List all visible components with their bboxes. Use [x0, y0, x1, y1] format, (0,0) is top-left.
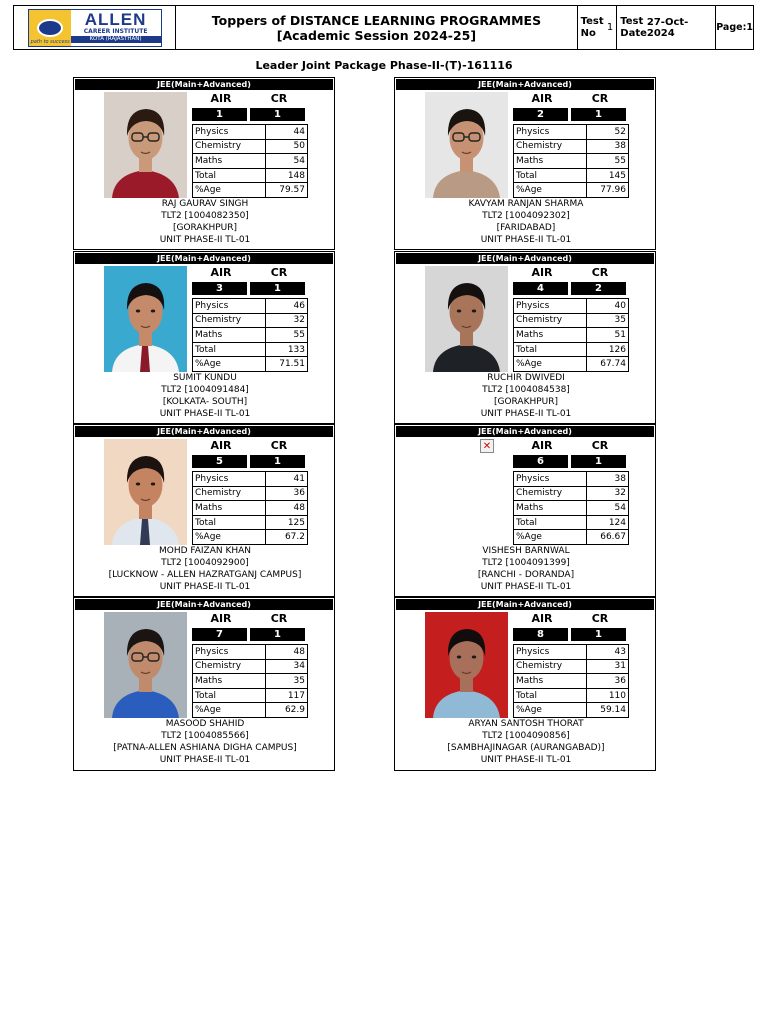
- physics-score: 48: [266, 645, 308, 660]
- exam-label: JEE(Main+Advanced): [396, 253, 654, 264]
- student-city: [PATNA-ALLEN ASHIANA DIGHA CAMPUS]: [113, 743, 297, 753]
- rank-block: [513, 92, 629, 121]
- student-info: [74, 545, 336, 593]
- cr-label: CR: [591, 612, 609, 625]
- student-roll: TLT2 [1004090856]: [482, 731, 570, 741]
- student-unit: UNIT PHASE-II TL-01: [159, 235, 251, 245]
- rank-block: [192, 266, 308, 295]
- percentage-score: 66.67: [587, 530, 629, 545]
- score-row-chemistry: Chemistry 36: [193, 486, 308, 501]
- rank-block: [513, 439, 629, 468]
- score-row-chemistry: Chemistry 32: [193, 313, 308, 328]
- physics-score: 41: [266, 472, 308, 487]
- air-label: AIR: [531, 266, 553, 279]
- cr-value: 1: [250, 455, 305, 468]
- missing-photo-icon: ✕: [480, 439, 494, 453]
- student-name: SUMIT KUNDU: [173, 373, 237, 383]
- cr-value: 1: [571, 108, 626, 121]
- cr-value: 1: [250, 108, 305, 121]
- score-row-percentage: %Age 59.14: [514, 703, 629, 718]
- score-row-maths: Maths 35: [193, 674, 308, 689]
- score-row-maths: Maths 48: [193, 501, 308, 516]
- student-name: RUCHIR DWIVEDI: [487, 373, 565, 383]
- air-value: 1: [192, 108, 247, 121]
- student-name: VISHESH BARNWAL: [482, 546, 570, 556]
- cr-label: CR: [591, 439, 609, 452]
- maths-score: 48: [266, 501, 308, 516]
- percentage-score: 62.9: [266, 703, 308, 718]
- air-value: 2: [513, 108, 568, 121]
- rank-block: [513, 266, 629, 295]
- air-label: AIR: [210, 439, 232, 452]
- cr-label: CR: [270, 92, 288, 105]
- score-row-physics: Physics 40: [514, 299, 629, 314]
- student-unit: UNIT PHASE-II TL-01: [480, 755, 572, 765]
- score-table: [513, 644, 629, 718]
- student-city: [FARIDABAD]: [496, 223, 556, 233]
- student-photo: [104, 439, 187, 545]
- student-roll: TLT2 [1004084538]: [482, 385, 570, 395]
- cr-label: CR: [591, 92, 609, 105]
- maths-score: 55: [266, 328, 308, 343]
- student-city: [GORAKHPUR]: [493, 397, 559, 407]
- score-table: [192, 298, 308, 372]
- student-info: [395, 718, 657, 766]
- total-score: 126: [587, 342, 629, 357]
- score-row-percentage: %Age 67.74: [514, 357, 629, 372]
- student-info: [74, 198, 336, 246]
- student-photo: [104, 266, 187, 372]
- exam-label: JEE(Main+Advanced): [75, 79, 333, 90]
- total-score: 110: [587, 688, 629, 703]
- topper-card: [394, 251, 656, 424]
- report-title: [176, 6, 577, 49]
- student-photo: [425, 612, 508, 718]
- air-value: 5: [192, 455, 247, 468]
- physics-score: 43: [587, 645, 629, 660]
- score-row-physics: Physics 52: [514, 125, 629, 140]
- logo-emblem-icon: path to success: [29, 10, 71, 46]
- exam-label: JEE(Main+Advanced): [396, 426, 654, 437]
- air-value: 3: [192, 282, 247, 295]
- title-line-1: Toppers of DISTANCE LEARNING PROGRAMMES: [211, 12, 542, 28]
- test-date-cell: Test Date 27-Oct-2024: [617, 6, 716, 49]
- student-roll: TLT2 [1004091484]: [161, 385, 249, 395]
- student-name: KAVYAM RANJAN SHARMA: [468, 199, 584, 209]
- score-row-physics: Physics 44: [193, 125, 308, 140]
- student-photo: [104, 92, 187, 198]
- score-row-percentage: %Age 71.51: [193, 357, 308, 372]
- maths-score: 54: [587, 501, 629, 516]
- cr-value: 1: [250, 282, 305, 295]
- score-row-chemistry: Chemistry 34: [193, 659, 308, 674]
- score-row-maths: Maths 54: [193, 154, 308, 169]
- cr-label: CR: [270, 439, 288, 452]
- allen-logo: path to success ALLEN CAREER INSTITUTE KOTA (RAJASTHAN): [28, 9, 162, 47]
- test-date-value: 27-Oct-2024: [646, 16, 689, 39]
- student-roll: TLT2 [1004092302]: [482, 211, 570, 221]
- topper-card: [73, 424, 335, 597]
- topper-card: [73, 597, 335, 771]
- score-row-total: Total 117: [193, 688, 308, 703]
- score-table: [513, 471, 629, 545]
- student-info: [74, 718, 336, 766]
- topper-card: [394, 77, 656, 250]
- maths-score: 55: [587, 154, 629, 169]
- score-row-physics: Physics 46: [193, 299, 308, 314]
- score-row-total: Total 124: [514, 515, 629, 530]
- air-value: 6: [513, 455, 568, 468]
- test-no-cell: Test No 1: [578, 6, 618, 49]
- cr-value: 1: [250, 628, 305, 641]
- air-label: AIR: [210, 266, 232, 279]
- total-score: 117: [266, 688, 308, 703]
- chemistry-score: 31: [587, 659, 629, 674]
- exam-label: JEE(Main+Advanced): [75, 426, 333, 437]
- score-row-maths: Maths 55: [193, 328, 308, 343]
- score-row-chemistry: Chemistry 35: [514, 313, 629, 328]
- air-label: AIR: [531, 612, 553, 625]
- student-city: [SAMBHAJINAGAR (AURANGABAD)]: [447, 743, 605, 753]
- cr-label: CR: [591, 266, 609, 279]
- physics-score: 38: [587, 472, 629, 487]
- student-city: [GORAKHPUR]: [172, 223, 238, 233]
- chemistry-score: 34: [266, 659, 308, 674]
- student-info: [395, 545, 657, 593]
- physics-score: 44: [266, 125, 308, 140]
- student-photo: [425, 92, 508, 198]
- air-value: 4: [513, 282, 568, 295]
- logo-cell: [14, 6, 176, 49]
- rank-block: [192, 439, 308, 468]
- score-row-total: Total 148: [193, 168, 308, 183]
- percentage-score: 59.14: [587, 703, 629, 718]
- total-score: 133: [266, 342, 308, 357]
- student-name: MOHD FAIZAN KHAN: [158, 546, 252, 556]
- report-header: [13, 5, 754, 50]
- air-label: AIR: [210, 92, 232, 105]
- air-label: AIR: [531, 92, 553, 105]
- student-city: [RANCHI - DORANDA]: [477, 570, 575, 580]
- score-row-maths: Maths 55: [514, 154, 629, 169]
- test-no-value: 1: [606, 22, 614, 33]
- cr-value: 1: [571, 628, 626, 641]
- rank-block: [513, 612, 629, 641]
- student-name: MASOOD SHAHID: [165, 719, 245, 729]
- chemistry-score: 50: [266, 139, 308, 154]
- cr-value: 2: [571, 282, 626, 295]
- student-info: [395, 198, 657, 246]
- total-score: 124: [587, 515, 629, 530]
- student-unit: UNIT PHASE-II TL-01: [159, 755, 251, 765]
- percentage-score: 67.74: [587, 357, 629, 372]
- student-roll: TLT2 [1004091399]: [482, 558, 570, 568]
- score-row-chemistry: Chemistry 32: [514, 486, 629, 501]
- topper-card: [394, 597, 656, 771]
- score-row-physics: Physics 43: [514, 645, 629, 660]
- cr-label: CR: [270, 612, 288, 625]
- maths-score: 51: [587, 328, 629, 343]
- score-row-total: Total 125: [193, 515, 308, 530]
- physics-score: 46: [266, 299, 308, 314]
- score-row-physics: Physics 38: [514, 472, 629, 487]
- maths-score: 54: [266, 154, 308, 169]
- score-row-physics: Physics 41: [193, 472, 308, 487]
- physics-score: 40: [587, 299, 629, 314]
- student-unit: UNIT PHASE-II TL-01: [159, 409, 251, 419]
- score-row-percentage: %Age 66.67: [514, 530, 629, 545]
- air-value: 7: [192, 628, 247, 641]
- student-photo: [425, 266, 508, 372]
- air-label: AIR: [210, 612, 232, 625]
- page-number: Page:1: [716, 22, 753, 33]
- total-score: 148: [266, 168, 308, 183]
- score-table: [513, 124, 629, 198]
- score-table: [192, 471, 308, 545]
- chemistry-score: 32: [587, 486, 629, 501]
- title-line-2: [Academic Session 2024-25]: [276, 27, 477, 43]
- score-table: [513, 298, 629, 372]
- maths-score: 36: [587, 674, 629, 689]
- score-row-maths: Maths 36: [514, 674, 629, 689]
- percentage-score: 67.2: [266, 530, 308, 545]
- score-row-chemistry: Chemistry 31: [514, 659, 629, 674]
- score-row-total: Total 126: [514, 342, 629, 357]
- score-row-chemistry: Chemistry 38: [514, 139, 629, 154]
- score-row-chemistry: Chemistry 50: [193, 139, 308, 154]
- score-row-maths: Maths 51: [514, 328, 629, 343]
- topper-card: [73, 251, 335, 424]
- exam-label: JEE(Main+Advanced): [396, 79, 654, 90]
- student-unit: UNIT PHASE-II TL-01: [159, 582, 251, 592]
- score-row-percentage: %Age 67.2: [193, 530, 308, 545]
- student-roll: TLT2 [1004082350]: [161, 211, 249, 221]
- score-row-percentage: %Age 77.96: [514, 183, 629, 198]
- chemistry-score: 36: [266, 486, 308, 501]
- topper-card: [73, 77, 335, 250]
- student-unit: UNIT PHASE-II TL-01: [480, 582, 572, 592]
- total-score: 145: [587, 168, 629, 183]
- student-unit: UNIT PHASE-II TL-01: [480, 235, 572, 245]
- air-label: AIR: [531, 439, 553, 452]
- cr-value: 1: [571, 455, 626, 468]
- student-name: ARYAN SANTOSH THORAT: [468, 719, 584, 729]
- score-row-percentage: %Age 62.9: [193, 703, 308, 718]
- total-score: 125: [266, 515, 308, 530]
- student-city: [LUCKNOW - ALLEN HAZRATGANJ CAMPUS]: [108, 570, 302, 580]
- student-info: [74, 372, 336, 420]
- percentage-score: 71.51: [266, 357, 308, 372]
- chemistry-score: 38: [587, 139, 629, 154]
- score-row-total: Total 133: [193, 342, 308, 357]
- score-row-maths: Maths 54: [514, 501, 629, 516]
- package-subtitle: Leader Joint Package Phase-II-(T)-161116: [255, 59, 513, 72]
- maths-score: 35: [266, 674, 308, 689]
- exam-label: JEE(Main+Advanced): [75, 599, 333, 610]
- student-city: [KOLKATA- SOUTH]: [162, 397, 248, 407]
- exam-label: JEE(Main+Advanced): [75, 253, 333, 264]
- chemistry-score: 32: [266, 313, 308, 328]
- score-row-total: Total 145: [514, 168, 629, 183]
- percentage-score: 79.57: [266, 183, 308, 198]
- score-table: [192, 124, 308, 198]
- percentage-score: 77.96: [587, 183, 629, 198]
- score-row-percentage: %Age 79.57: [193, 183, 308, 198]
- rank-block: [192, 612, 308, 641]
- score-row-total: Total 110: [514, 688, 629, 703]
- topper-card: [394, 424, 656, 597]
- student-name: RAJ GAURAV SINGH: [161, 199, 249, 209]
- score-row-physics: Physics 48: [193, 645, 308, 660]
- air-value: 8: [513, 628, 568, 641]
- student-photo: [104, 612, 187, 718]
- score-table: [192, 644, 308, 718]
- student-unit: UNIT PHASE-II TL-01: [480, 409, 572, 419]
- student-info: [395, 372, 657, 420]
- student-roll: TLT2 [1004092900]: [161, 558, 249, 568]
- cr-label: CR: [270, 266, 288, 279]
- exam-label: JEE(Main+Advanced): [396, 599, 654, 610]
- chemistry-score: 35: [587, 313, 629, 328]
- student-roll: TLT2 [1004085566]: [161, 731, 249, 741]
- physics-score: 52: [587, 125, 629, 140]
- rank-block: [192, 92, 308, 121]
